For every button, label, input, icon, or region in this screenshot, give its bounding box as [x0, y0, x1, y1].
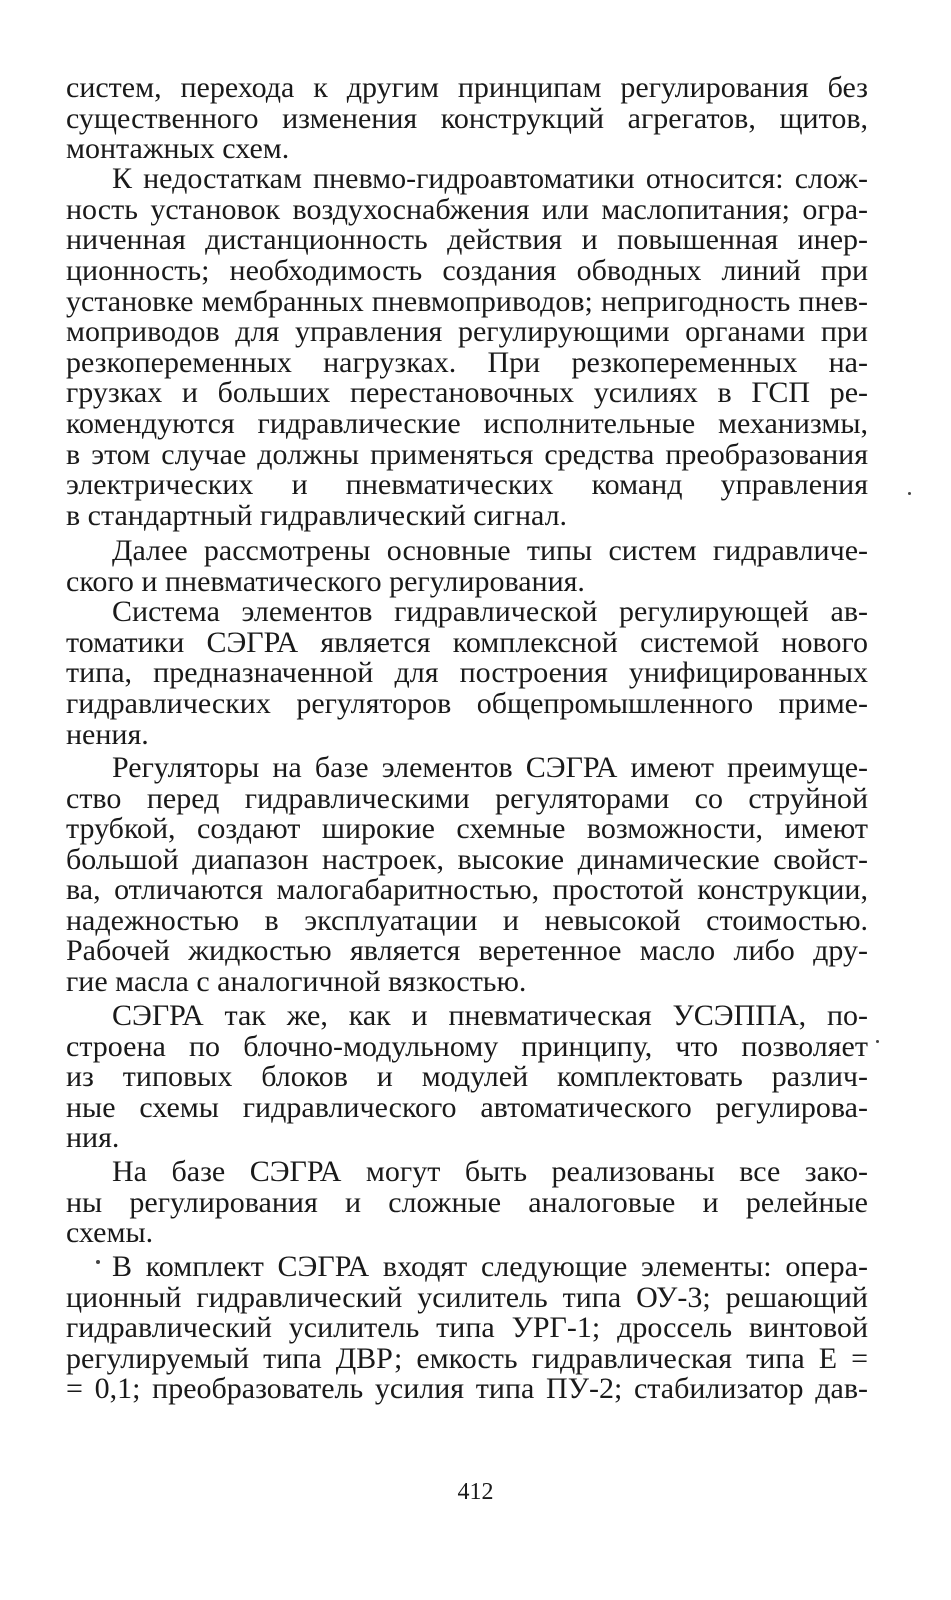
text-line: гидравлический усилитель типа УРГ-1; дроссель винтовой — [66, 1311, 868, 1344]
text-line: существенного изменения конструкций агрегатов, щитов, — [66, 102, 868, 135]
text-line: томатики СЭГРА является комплексной системой нового — [66, 626, 868, 659]
text-line: резкопеременных нагрузках. При резкопеременных на- — [66, 346, 868, 379]
text-line: комендуются гидравлические исполнительные механизмы, — [66, 407, 868, 440]
text-line: гидравлических регуляторов общепромышленного приме- — [66, 687, 868, 720]
text-line: На базе СЭГРА могут быть реализованы все зако- — [112, 1155, 868, 1188]
text-line: надежностью в эксплуатации и невысокой стоимостью. — [66, 904, 868, 937]
text-line: ность установок воздухоснабжения или маслопитания; огра- — [66, 193, 868, 226]
text-line: моприводов для управления регулирующими органами при — [66, 315, 868, 348]
text-line: трубкой, создают широкие схемные возможности, имеют — [66, 812, 868, 845]
text-line: грузках и больших перестановочных усилиях в ГСП ре- — [66, 376, 868, 409]
text-line: ния. — [66, 1121, 120, 1154]
text-line: ва, отличаются малогабаритностью, простотой конструкции, — [66, 873, 868, 906]
text-line: регулируемый типа ДВР; емкость гидравлическая типа Е = — [66, 1342, 868, 1375]
text-line: установке мембранных пневмоприводов; непригодность пнев- — [66, 285, 868, 318]
scan-speck — [96, 1260, 100, 1264]
text-line: гие масла с аналогичной вязкостью. — [66, 965, 527, 998]
text-line: = 0,1; преобразователь усилия типа ПУ-2; стабилизатор дав- — [66, 1372, 868, 1405]
scan-speck — [876, 1040, 879, 1043]
text-line: строена по блочно-модульному принципу, что позволяет — [66, 1030, 868, 1063]
text-line: СЭГРА так же, как и пневматическая УСЭППА, по- — [112, 999, 868, 1032]
text-line: ны регулирования и сложные аналоговые и релейные — [66, 1186, 868, 1219]
text-line: систем, перехода к другим принципам регулирования без — [66, 71, 868, 104]
text-line: Рабочей жидкостью является веретенное масло либо дру- — [66, 934, 868, 967]
text-line: ниченная дистанционность действия и повышенная инер- — [66, 223, 868, 256]
text-line: типа, предназначенной для построения унифицированных — [66, 656, 868, 689]
text-line: ство перед гидравлическими регуляторами со струйной — [66, 782, 868, 815]
text-line: электрических и пневматических команд управления — [66, 468, 868, 501]
text-line: монтажных схем. — [66, 132, 290, 165]
text-line: В комплект СЭГРА входят следующие элементы: опера- — [112, 1250, 868, 1283]
scan-speck — [908, 492, 911, 495]
text-line: ского и пневматического регулирования. — [66, 565, 585, 598]
text-line: Регуляторы на базе элементов СЭГРА имеют преимуще- — [112, 751, 868, 784]
text-line: в стандартный гидравлический сигнал. — [66, 499, 568, 532]
text-line: Далее рассмотрены основные типы систем гидравличе- — [112, 534, 868, 567]
text-line: ционность; необходимость создания обводных линий при — [66, 254, 868, 287]
text-line: Система элементов гидравлической регулирующей ав- — [112, 595, 868, 628]
text-line: большой диапазон настроек, высокие динамические свойст- — [66, 843, 868, 876]
text-line: ные схемы гидравлического автоматического регулирова- — [66, 1091, 868, 1124]
text-line: ционный гидравлический усилитель типа ОУ-3; решающий — [66, 1281, 868, 1314]
text-line: нения. — [66, 718, 149, 751]
text-line: схемы. — [66, 1216, 154, 1249]
text-line: К недостаткам пневмо-гидроавтоматики относится: слож- — [112, 162, 868, 195]
text-line: из типовых блоков и модулей комплектовать различ- — [66, 1060, 868, 1093]
text-line: в этом случае должны применяться средства преобразования — [66, 438, 868, 471]
page-number: 412 — [457, 1479, 494, 1505]
